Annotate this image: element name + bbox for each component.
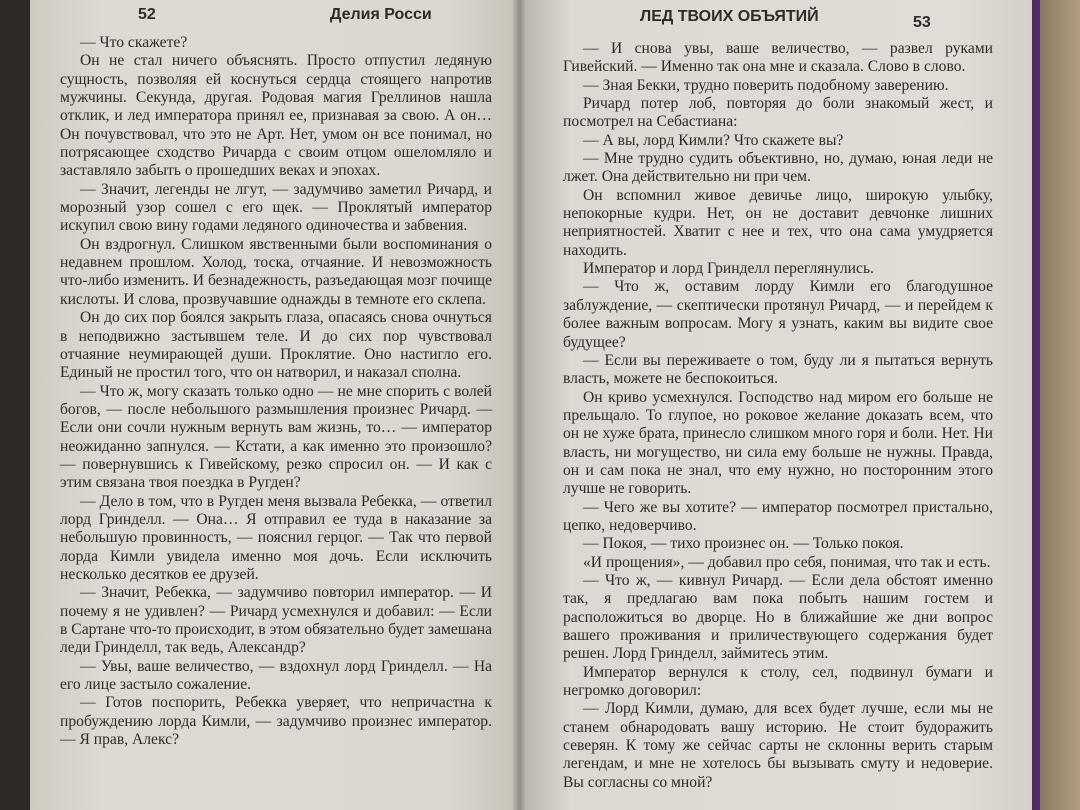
paragraph: — Что скажете?: [80, 34, 188, 51]
background-surface: [1040, 0, 1080, 810]
left-page: [30, 0, 520, 810]
paragraph: — Лорд Кимли, думаю, для всех будет лучше, если мы не станем обнародовать вашу историю. Не стоит будоражить северян. К тому же сейчас сарты не склонны верить старым легендам, и мне не хотелось бы вызывать смуту и недоверие. Вы согласны со мной?: [563, 700, 993, 791]
background-edge-left: [0, 0, 30, 810]
paragraph: Император и лорд Гринделл переглянулись.: [583, 260, 874, 278]
paragraph: Император вернулся к столу, сел, подвинул бумаги и негромко договорил:: [563, 663, 993, 700]
paragraph: — Что ж, — кивнул Ричард. — Если дела обстоят именно так, я предлагаю вам пока побыть нашим гостем и расположиться во дворце. Но в ближайшие же дни вопрос вашего проживания и приличествующего содержания будет решен. Лорд Гринделл, займитесь этим.: [563, 571, 993, 663]
paragraph: Он не стал ничего объяснять. Просто отпустил ледяную сущность, позволяя ей коснуться сердца стоящего напротив мужчины. Секунда, другая. Родовая магия Греллинов нашла отклик, и лед императора принял ее, признавая за свою. А он… Он почувствовал, что это не Арт. Нет, умом он все понимал, но потрясающее сходство Ричарда с своим отцом ошеломляло и заставляло забыть о прошедших веках и эпохах.: [60, 52, 492, 180]
right-running-head: ЛЕД ТВОИХ ОБЪЯТИЙ: [640, 8, 819, 25]
paragraph: Он вздрогнул. Слишком явственными были воспоминания о недавнем прошлом. Холод, тоска, отчаяние. И невозможность что-либо изменить. И безнадежность, разъедающая мозг почище кислоты. И слова, прозвучавшие однажды в темноте его склепа.: [60, 235, 492, 308]
paragraph: Он вспомнил живое девичье лицо, широкую улыбку, непокорные кудри. Нет, он не доставит девчонке лишних неприятностей. Хватит с нее и тех, что она сама умудряется находить.: [563, 186, 993, 259]
paragraph: — Увы, ваше величество, — вздохнул лорд Гринделл. — На его лице застыло сожаление.: [60, 657, 492, 694]
left-page-number: 52: [138, 6, 156, 23]
paragraph: «И прощения», — добавил про себя, понимая, что так и есть.: [583, 553, 991, 571]
paragraph: — Значит, Ребекка, — задумчиво повторил император. — И почему я не удивлен? — Ричард усмехнулся и добавил: — Если в Сартане что-то происходит, в этом обязательно будет замешана леди Гринделл, так ведь, Александр?: [60, 584, 492, 657]
right-page-number: 53: [913, 14, 931, 31]
right-page-text: [563, 40, 993, 792]
paragraph: — А вы, лорд Кимли? Что скажете вы?: [583, 131, 844, 149]
paragraph: — Что ж, могу сказать только одно — не мне спорить с волей богов, — после небольшого размышления произнес Ричард. — Если они сочли нужным вернуть вам жизнь, то… — император неожиданно запнулся. — Кстати, а как именно это произошло? — повернувшись к Гивейскому, резко спросил он. — И как с этим связана твоя поездка в Ругден?: [60, 382, 492, 492]
paragraph: Ричард потер лоб, повторяя до боли знакомый жест, и посмотрел на Себастиана:: [563, 95, 993, 131]
paragraph: Он криво усмехнулся. Господство над миром его больше не прельщало. То глупое, но роковое желание доказать всем, что он не хуже брата, принесло слишком много горя и боли. Нет. Ни власть, ни могущество, ни сила ему больше не нужны. Правда, он и сам пока не знал, что ему нужно, но посторонним этого лучше не говорить.: [563, 388, 993, 498]
book-spine-shadow: [512, 0, 526, 810]
paragraph: — Что ж, оставим лорду Кимли его благодушное заблуждение, — скептически протянул Ричард, — и перейдем к более важным вопросам. Могу я узнать, каким вы видите свое будущее?: [563, 278, 993, 351]
paragraph: Он до сих пор боялся закрыть глаза, опасаясь снова очнуться в неподвижно застывшем теле. И до сих пор чувствовал отчаяние неумирающей души. Проклятие. Оно настигло его. Единый не простил того, что он натворил, и наказал сполна.: [60, 309, 492, 382]
paragraph: — Зная Бекки, трудно поверить подобному заверению.: [583, 76, 949, 94]
left-page-text: [60, 34, 492, 749]
paragraph: — Если вы переживаете о том, буду ли я пытаться вернуть власть, можете не беспокоиться.: [563, 351, 993, 388]
paragraph: — Значит, легенды не лгут, — задумчиво заметил Ричард, и морозный узор сошел с его щек. — Проклятый император искупил свою вину годами ледяного одиночества и забвения.: [60, 180, 492, 235]
paragraph: — Мне трудно судить объективно, но, думаю, юная леди не лжет. Она действительно ни при чем.: [563, 150, 993, 186]
paragraph: — Дело в том, что в Ругден меня вызвала Ребекка, — ответил лорд Гринделл. — Она… Я отправил ее туда в наказание за небольшую провинность, — пояснил герцог. — Так что первой лорда Кимли увидела именно моя дочь. Если исключить несколько десятков ее друзей.: [60, 492, 492, 583]
left-running-head: Делия Росси: [330, 6, 432, 23]
paragraph: — Чего же вы хотите? — император посмотрел пристально, цепко, недоверчиво.: [563, 498, 993, 534]
paragraph: — Покоя, — тихо произнес он. — Только покоя.: [583, 535, 904, 553]
paragraph: — И снова увы, ваше величество, — развел руками Гивейский. — Именно так она мне и сказала. Слово в слово.: [563, 40, 993, 76]
paragraph: — Готов поспорить, Ребекка уверяет, что непричастна к пробуждению лорда Кимли, — задумчиво произнес император. — Я прав, Алекс?: [60, 694, 492, 749]
right-page: [520, 0, 1032, 810]
